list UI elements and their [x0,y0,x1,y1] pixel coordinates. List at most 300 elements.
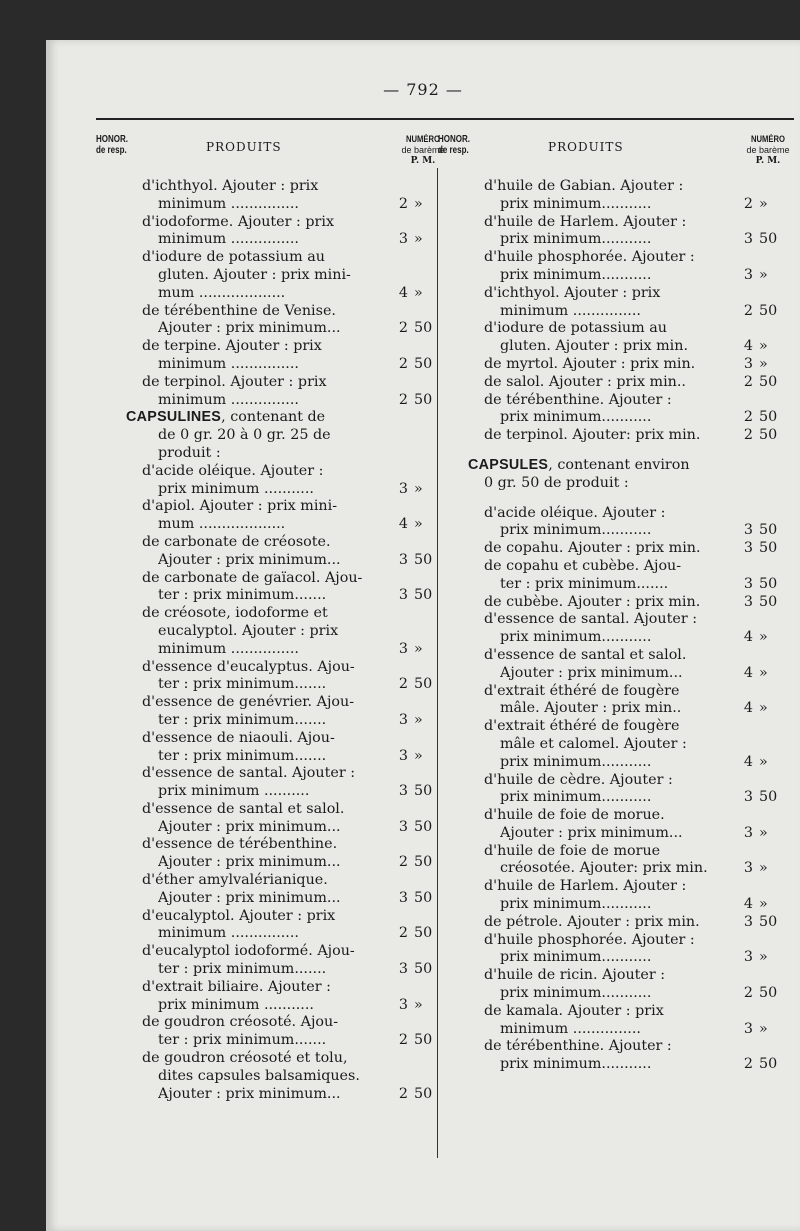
price-cents [753,285,793,303]
entry-text: prix minimum ........... [158,996,314,1013]
price-units [372,836,408,854]
price-units [717,843,753,861]
price-units [372,534,408,552]
entry-text: d'eucalyptol. Ajouter : prix [142,907,336,924]
price-units: 4 [743,896,753,913]
entry-line [96,481,448,499]
entry-text: prix minimum........... [500,753,652,770]
price-units [372,498,408,516]
price-cents [753,558,793,576]
entry-line [96,819,448,837]
price-cents: » [759,195,768,212]
price-units: 2 [398,854,408,871]
entry-text: d'huile phosphorée. Ajouter : [484,249,695,266]
entry-text: dites capsules balsamiques. [158,1067,360,1084]
entry-text: mâle. Ajouter : prix min.. [500,700,682,717]
entry-text: minimum ............... [158,231,299,248]
entry-text: prix minimum........... [500,231,652,248]
entry-line [438,249,793,267]
price-units [372,427,408,445]
entry-line [96,748,448,766]
price-units: 2 [398,676,408,693]
entry-line [96,303,448,321]
price-cents [753,505,793,523]
price-cents [753,475,793,493]
spacer [438,493,793,505]
price-cents: » [759,266,768,283]
price-units [717,772,753,790]
entry-line [96,659,448,677]
price-units [717,1038,753,1056]
price-cents: 50 [414,587,433,604]
entry-text: d'huile de Harlem. Ajouter : [484,878,687,895]
entry-text: de terpine. Ajouter : prix [142,338,322,355]
right-column [438,130,793,1074]
entry-line [96,908,448,926]
entry-line [96,587,448,605]
entry-text: d'huile de Harlem. Ajouter : [484,213,687,230]
entry-text: de térébenthine. Ajouter : [484,1038,672,1055]
honor-header: HONOR. de resp. [96,134,128,156]
price-cents: 50 [759,575,778,592]
entry-text: minimum ............... [158,925,299,942]
entry-line [96,801,448,819]
price-cents: 50 [414,818,433,835]
price-units: 2 [743,1056,753,1073]
entry-text: prix minimum........... [500,522,652,539]
entry-line [438,718,793,736]
entry-text: minimum ............... [158,391,299,408]
price-units: 3 [743,1020,753,1037]
price-cents: 50 [414,551,433,568]
page-number: — 792 — [383,80,463,99]
entry-text: prix minimum........... [500,789,652,806]
entry-text: de myrtol. Ajouter : prix min. [484,355,696,372]
price-cents: 50 [759,231,778,248]
entry-text: ter : prix minimum....... [158,587,327,604]
entry-text: d'extrait biliaire. Ajouter : [142,978,331,995]
entry-line [438,1056,793,1074]
entry-text: Ajouter : prix minimum... [158,551,341,568]
entry-line [438,1003,793,1021]
entry-line [438,629,793,647]
entry-text: d'éther amylvalérianique. [142,872,328,889]
entry-line [96,320,448,338]
price-units [717,457,753,475]
entry-line [438,914,793,932]
price-units [372,730,408,748]
price-units: 3 [743,575,753,592]
entry-text: d'iodoforme. Ajouter : prix [142,213,335,230]
price-units: 2 [743,427,753,444]
price-cents: » [414,231,423,248]
entry-text: minimum ............... [158,195,299,212]
price-units [372,659,408,677]
price-units: 3 [398,783,408,800]
entry-line [96,836,448,854]
entry-text [126,409,372,427]
section-title: CAPSULES [468,456,549,473]
price-units [372,463,408,481]
price-cents [753,878,793,896]
entry-line [96,605,448,623]
price-cents [753,718,793,736]
entry-text: ter : prix minimum....... [158,747,327,764]
price-units [372,623,408,641]
entry-line [96,765,448,783]
price-cents: 50 [414,925,433,942]
entry-text: mum ................... [158,516,286,533]
left-column-header [96,130,448,178]
price-cents: » [759,700,768,717]
entry-line [96,961,448,979]
price-cents: 50 [414,676,433,693]
entry-text: de térébenthine. Ajouter : [484,391,672,408]
entry-line [438,665,793,683]
price-units: 3 [398,640,408,657]
price-units [717,611,753,629]
section-subtitle: , contenant environ [548,456,690,473]
price-units [372,374,408,392]
entry-line [96,285,448,303]
numero-header: NUMÉRO de barème P. M. [746,134,790,166]
entry-text: 0 gr. 50 de produit : [484,474,629,491]
price-units: 3 [743,949,753,966]
price-units: 2 [398,195,408,212]
entry-line [438,754,793,772]
entry-text: d'huile de Gabian. Ajouter : [484,178,684,194]
entry-text: prix minimum........... [500,896,652,913]
price-units: 4 [743,629,753,646]
entry-line [438,949,793,967]
price-units: 4 [743,338,753,355]
price-cents: 50 [759,409,778,426]
entry-text: mum ................... [158,284,286,301]
entry-text: de goudron créosoté et tolu, [142,1050,348,1067]
price-cents: » [414,996,423,1013]
price-units [372,445,408,463]
entry-line [96,570,448,588]
entry-line [96,694,448,712]
price-cents: 50 [759,540,778,557]
entry-line [438,475,793,493]
price-units: 3 [398,231,408,248]
price-units [372,605,408,623]
price-cents: » [759,1020,768,1037]
price-units: 4 [398,516,408,533]
price-units: 3 [743,824,753,841]
price-units: 3 [743,860,753,877]
entry-line [438,356,793,374]
price-units: 2 [743,985,753,1002]
entry-text: mâle et calomel. Ajouter : [500,735,687,752]
price-cents: » [414,284,423,301]
price-cents [753,772,793,790]
entry-line [96,498,448,516]
entry-line [96,623,448,641]
right-column-header [438,130,793,178]
entry-line [96,1050,448,1068]
price-units: 3 [743,789,753,806]
entry-line [438,932,793,950]
price-units [372,409,408,427]
left-column [96,130,448,1103]
price-cents: 50 [414,1032,433,1049]
price-cents [753,320,793,338]
price-units [717,718,753,736]
entry-line [438,594,793,612]
entry-text: d'huile de foie de morue. [484,807,665,824]
entry-text: de créosote, iodoforme et [142,605,328,622]
price-cents: » [759,629,768,646]
price-units [717,320,753,338]
entry-text: de cubèbe. Ajouter : prix min. [484,593,701,610]
price-cents: » [759,753,768,770]
price-units [717,647,753,665]
entry-text: d'huile de ricin. Ajouter : [484,967,666,984]
entry-line [96,1032,448,1050]
spacer [438,445,793,457]
produits-header: PRODUITS [206,140,282,154]
entry-line [96,676,448,694]
price-units: 4 [743,664,753,681]
entry-text: Ajouter : prix minimum... [500,664,683,681]
entry-text: d'essence de santal. Ajouter : [142,765,356,782]
price-units [372,908,408,926]
entry-text: produit : [158,444,221,461]
entry-text: prix minimum........... [500,629,652,646]
entry-line [96,178,448,196]
price-units [372,765,408,783]
section-subtitle: , contenant de [221,409,326,426]
entry-text: gluten. Ajouter : prix min. [500,338,689,355]
entry-line [438,825,793,843]
entry-text: d'ichthyol. Ajouter : prix [142,178,319,194]
price-units: 3 [743,266,753,283]
price-units: 3 [743,540,753,557]
entry-text: ter : prix minimum....... [500,575,669,592]
price-units [372,694,408,712]
price-cents: 50 [414,783,433,800]
entry-line [438,736,793,754]
price-cents [753,249,793,267]
price-cents: » [414,747,423,764]
price-cents [753,932,793,950]
entry-line [96,267,448,285]
entry-line [438,214,793,232]
entry-line [96,783,448,801]
entry-line [438,178,793,196]
price-units [372,338,408,356]
entry-text: minimum ............... [158,640,299,657]
entry-text: créosotée. Ajouter: prix min. [500,860,708,877]
entry-text: de térébenthine de Venise. [142,302,336,319]
price-units: 2 [398,1032,408,1049]
price-cents: » [759,860,768,877]
entry-text: d'ichthyol. Ajouter : prix [484,284,661,301]
section-heading [96,409,448,427]
entry-text: d'essence de santal et salol. [484,646,687,663]
price-units: 2 [743,195,753,212]
entry-text: d'huile de foie de morue [484,842,661,859]
price-units [372,1014,408,1032]
entry-text: d'iodure de potassium au [484,320,667,337]
entry-line [96,445,448,463]
left-entries [96,178,448,1103]
price-units [372,249,408,267]
entry-text: Ajouter : prix minimum... [158,854,341,871]
price-units: 3 [398,480,408,497]
price-units: 3 [398,996,408,1013]
price-units [372,214,408,232]
produits-header: PRODUITS [548,140,624,154]
price-units [717,736,753,754]
entry-line [438,505,793,523]
entry-line [438,985,793,1003]
price-cents [753,214,793,232]
entry-text: d'extrait éthéré de fougère [484,718,680,735]
price-units [717,178,753,196]
entry-line [438,522,793,540]
price-units: 2 [398,925,408,942]
entry-text: de terpinol. Ajouter : prix [142,373,327,390]
entry-line [96,641,448,659]
entry-line [438,683,793,701]
entry-text: prix minimum........... [500,985,652,1002]
entry-line [96,463,448,481]
entry-line [96,890,448,908]
entry-line [438,540,793,558]
price-cents: » [759,949,768,966]
entry-line [438,611,793,629]
entry-line [96,427,448,445]
price-cents: » [759,664,768,681]
entry-line [96,943,448,961]
price-units: 2 [398,1085,408,1102]
entry-text: prix minimum .......... [158,783,310,800]
price-cents: » [759,896,768,913]
entry-line [438,772,793,790]
entry-text: d'essence de niaouli. Ajou- [142,729,335,746]
entry-line [96,712,448,730]
entry-line [96,231,448,249]
price-cents [753,178,793,196]
price-units [717,683,753,701]
entry-text: de copahu. Ajouter : prix min. [484,540,701,557]
right-entries [438,178,793,1074]
price-cents: 50 [759,1056,778,1073]
entry-text: d'acide oléique. Ajouter : [142,462,324,479]
price-units: 3 [398,889,408,906]
price-units: 4 [398,284,408,301]
entry-line [96,854,448,872]
price-units: 4 [743,753,753,770]
price-units [372,872,408,890]
price-cents [753,843,793,861]
price-cents: 50 [759,985,778,1002]
entry-line [438,196,793,214]
entry-line [96,872,448,890]
entry-text: Ajouter : prix minimum... [158,818,341,835]
entry-line [438,558,793,576]
entry-line [96,925,448,943]
header-rule [96,118,794,120]
price-cents: 50 [759,789,778,806]
price-cents: » [759,355,768,372]
entry-line [96,249,448,267]
price-cents [753,611,793,629]
entry-line [438,267,793,285]
entry-text: eucalyptol. Ajouter : prix [158,622,339,639]
entry-text: de terpinol. Ajouter: prix min. [484,427,701,444]
price-cents: » [759,338,768,355]
price-cents: 50 [414,355,433,372]
entry-line [438,789,793,807]
numero-header: NUMÉRO de barème P. M. [401,134,445,166]
price-units: 3 [398,818,408,835]
price-cents [753,457,793,475]
entry-text: d'huile de cèdre. Ajouter : [484,771,673,788]
price-units: 3 [743,913,753,930]
entry-text: Ajouter : prix minimum... [158,1085,341,1102]
price-units: 3 [743,522,753,539]
entry-text: d'acide oléique. Ajouter : [484,504,666,521]
price-cents: 50 [759,593,778,610]
entry-line [96,196,448,214]
entry-text: minimum ............... [500,302,641,319]
price-cents [753,392,793,410]
page-sheet [46,40,800,1231]
entry-text: de 0 gr. 20 à 0 gr. 25 de [158,427,331,444]
entry-line [96,374,448,392]
entry-text: prix minimum........... [500,266,652,283]
entry-line [438,700,793,718]
price-units: 3 [743,355,753,372]
entry-text: minimum ............... [500,1020,641,1037]
price-cents: » [414,640,423,657]
price-units: 3 [398,587,408,604]
entry-line [96,392,448,410]
price-cents: 50 [414,320,433,337]
entry-text: d'eucalyptol iodoformé. Ajou- [142,943,355,960]
entry-text: d'essence de genévrier. Ajou- [142,694,355,711]
entry-line [438,967,793,985]
price-cents [753,807,793,825]
honor-header: HONOR. de resp. [438,134,470,156]
price-units [372,979,408,997]
entry-line [438,374,793,392]
price-cents: 50 [414,391,433,408]
entry-line [96,534,448,552]
entry-text: de pétrole. Ajouter : prix min. [484,913,700,930]
price-units: 2 [398,320,408,337]
entry-line [438,843,793,861]
entry-text: d'iodure de potassium au [142,249,325,266]
entry-text: Ajouter : prix minimum... [158,889,341,906]
entry-line [96,356,448,374]
price-units [372,303,408,321]
price-units: 3 [398,747,408,764]
entry-line [96,214,448,232]
price-units [717,392,753,410]
entry-line [96,338,448,356]
price-cents: 50 [414,889,433,906]
entry-text: de kamala. Ajouter : prix [484,1002,664,1019]
entry-line [438,647,793,665]
price-units: 3 [743,593,753,610]
price-units: 4 [743,700,753,717]
price-cents: 50 [414,1085,433,1102]
